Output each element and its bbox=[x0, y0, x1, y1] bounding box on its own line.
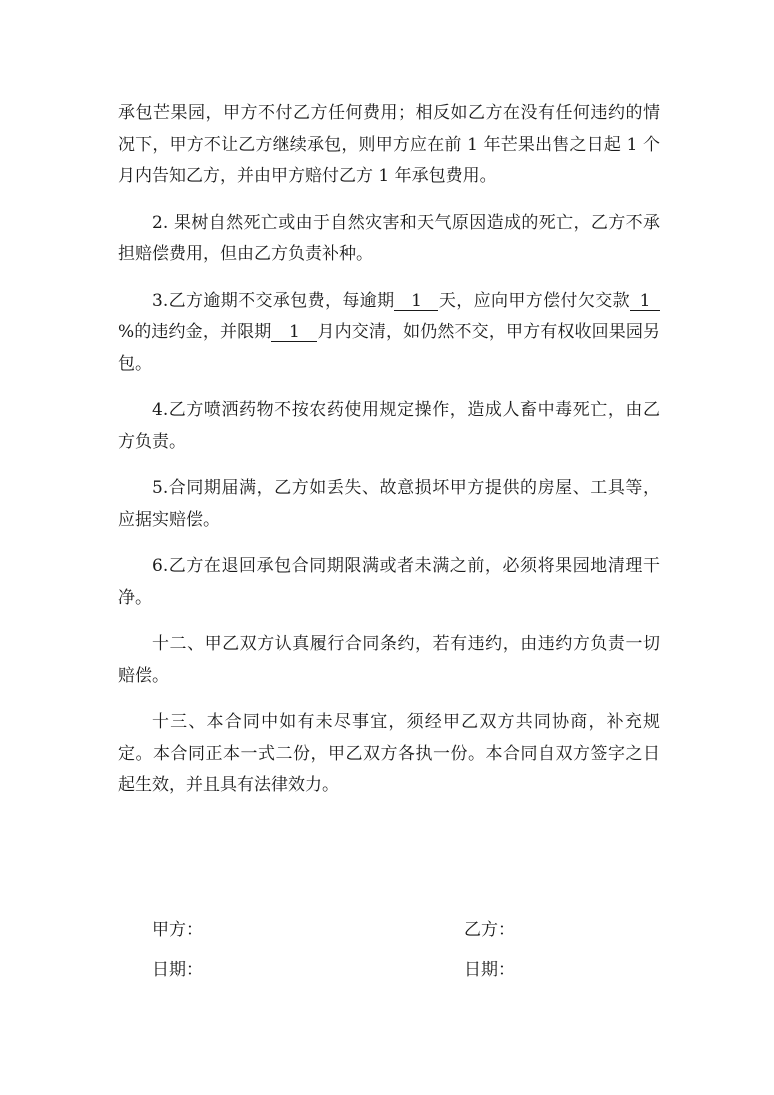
clause-3-text-part2: 天，应向甲方偿付欠交款 bbox=[438, 290, 630, 311]
clause-3-paragraph bbox=[118, 286, 660, 381]
clause-4-paragraph: 4.乙方喷洒药物不按农药使用规定操作，造成人畜中毒死亡，由乙方负责。 bbox=[118, 400, 660, 452]
signature-date-row bbox=[152, 950, 622, 990]
party-b-label: 乙方： bbox=[464, 920, 515, 940]
party-a-label: 甲方： bbox=[152, 920, 203, 940]
signature-block bbox=[152, 910, 622, 990]
date-label-right: 日期： bbox=[464, 960, 515, 980]
contract-body bbox=[118, 98, 660, 817]
overdue-days-blank: 1 bbox=[394, 292, 438, 311]
article-12-paragraph: 十二、甲乙双方认真履行合同条约，若有违约，由违约方负责一切赔偿。 bbox=[118, 634, 660, 686]
clause-3-text-part3: %的违约金，并限期 bbox=[118, 322, 272, 342]
paragraph-continuation: 承包芒果园，甲方不付乙方任何费用；相反如乙方在没有任何违约的情况下，甲方不让乙方继续承包，则甲方应在前 1 年芒果出售之日起 1 个月内告知乙方，并由甲方赔付乙方 1 年承包费用。 bbox=[118, 103, 660, 186]
clause-6-paragraph: 6.乙方在退回承包合同期限满或者未满之前，必须将果园地清理干净。 bbox=[118, 556, 660, 608]
article-13-paragraph: 十三、本合同中如有未尽事宜，须经甲乙双方共同协商，补充规定。本合同正本一式二份，甲乙双方各执一份。本合同自双方签字之日起生效，并且具有法律效力。 bbox=[118, 712, 660, 795]
penalty-percent-blank: 1 bbox=[630, 292, 660, 311]
clause-2-paragraph: 2. 果树自然死亡或由于自然灾害和天气原因造成的死亡，乙方不承担赔偿费用，但由乙方负责补种。 bbox=[118, 212, 660, 264]
deadline-months-blank: 1 bbox=[271, 323, 317, 342]
clause-5-paragraph: 5.合同期届满，乙方如丢失、故意损坏甲方提供的房屋、工具等，应据实赔偿。 bbox=[118, 478, 660, 530]
signature-party-row bbox=[152, 910, 622, 950]
date-label-left: 日期： bbox=[152, 960, 203, 980]
clause-3-text-part1: 3.乙方逾期不交承包费，每逾期 bbox=[152, 290, 395, 311]
clause-3-text-part4: 月内交清，如仍然不交，甲方有权收回果园另包。 bbox=[118, 322, 661, 374]
